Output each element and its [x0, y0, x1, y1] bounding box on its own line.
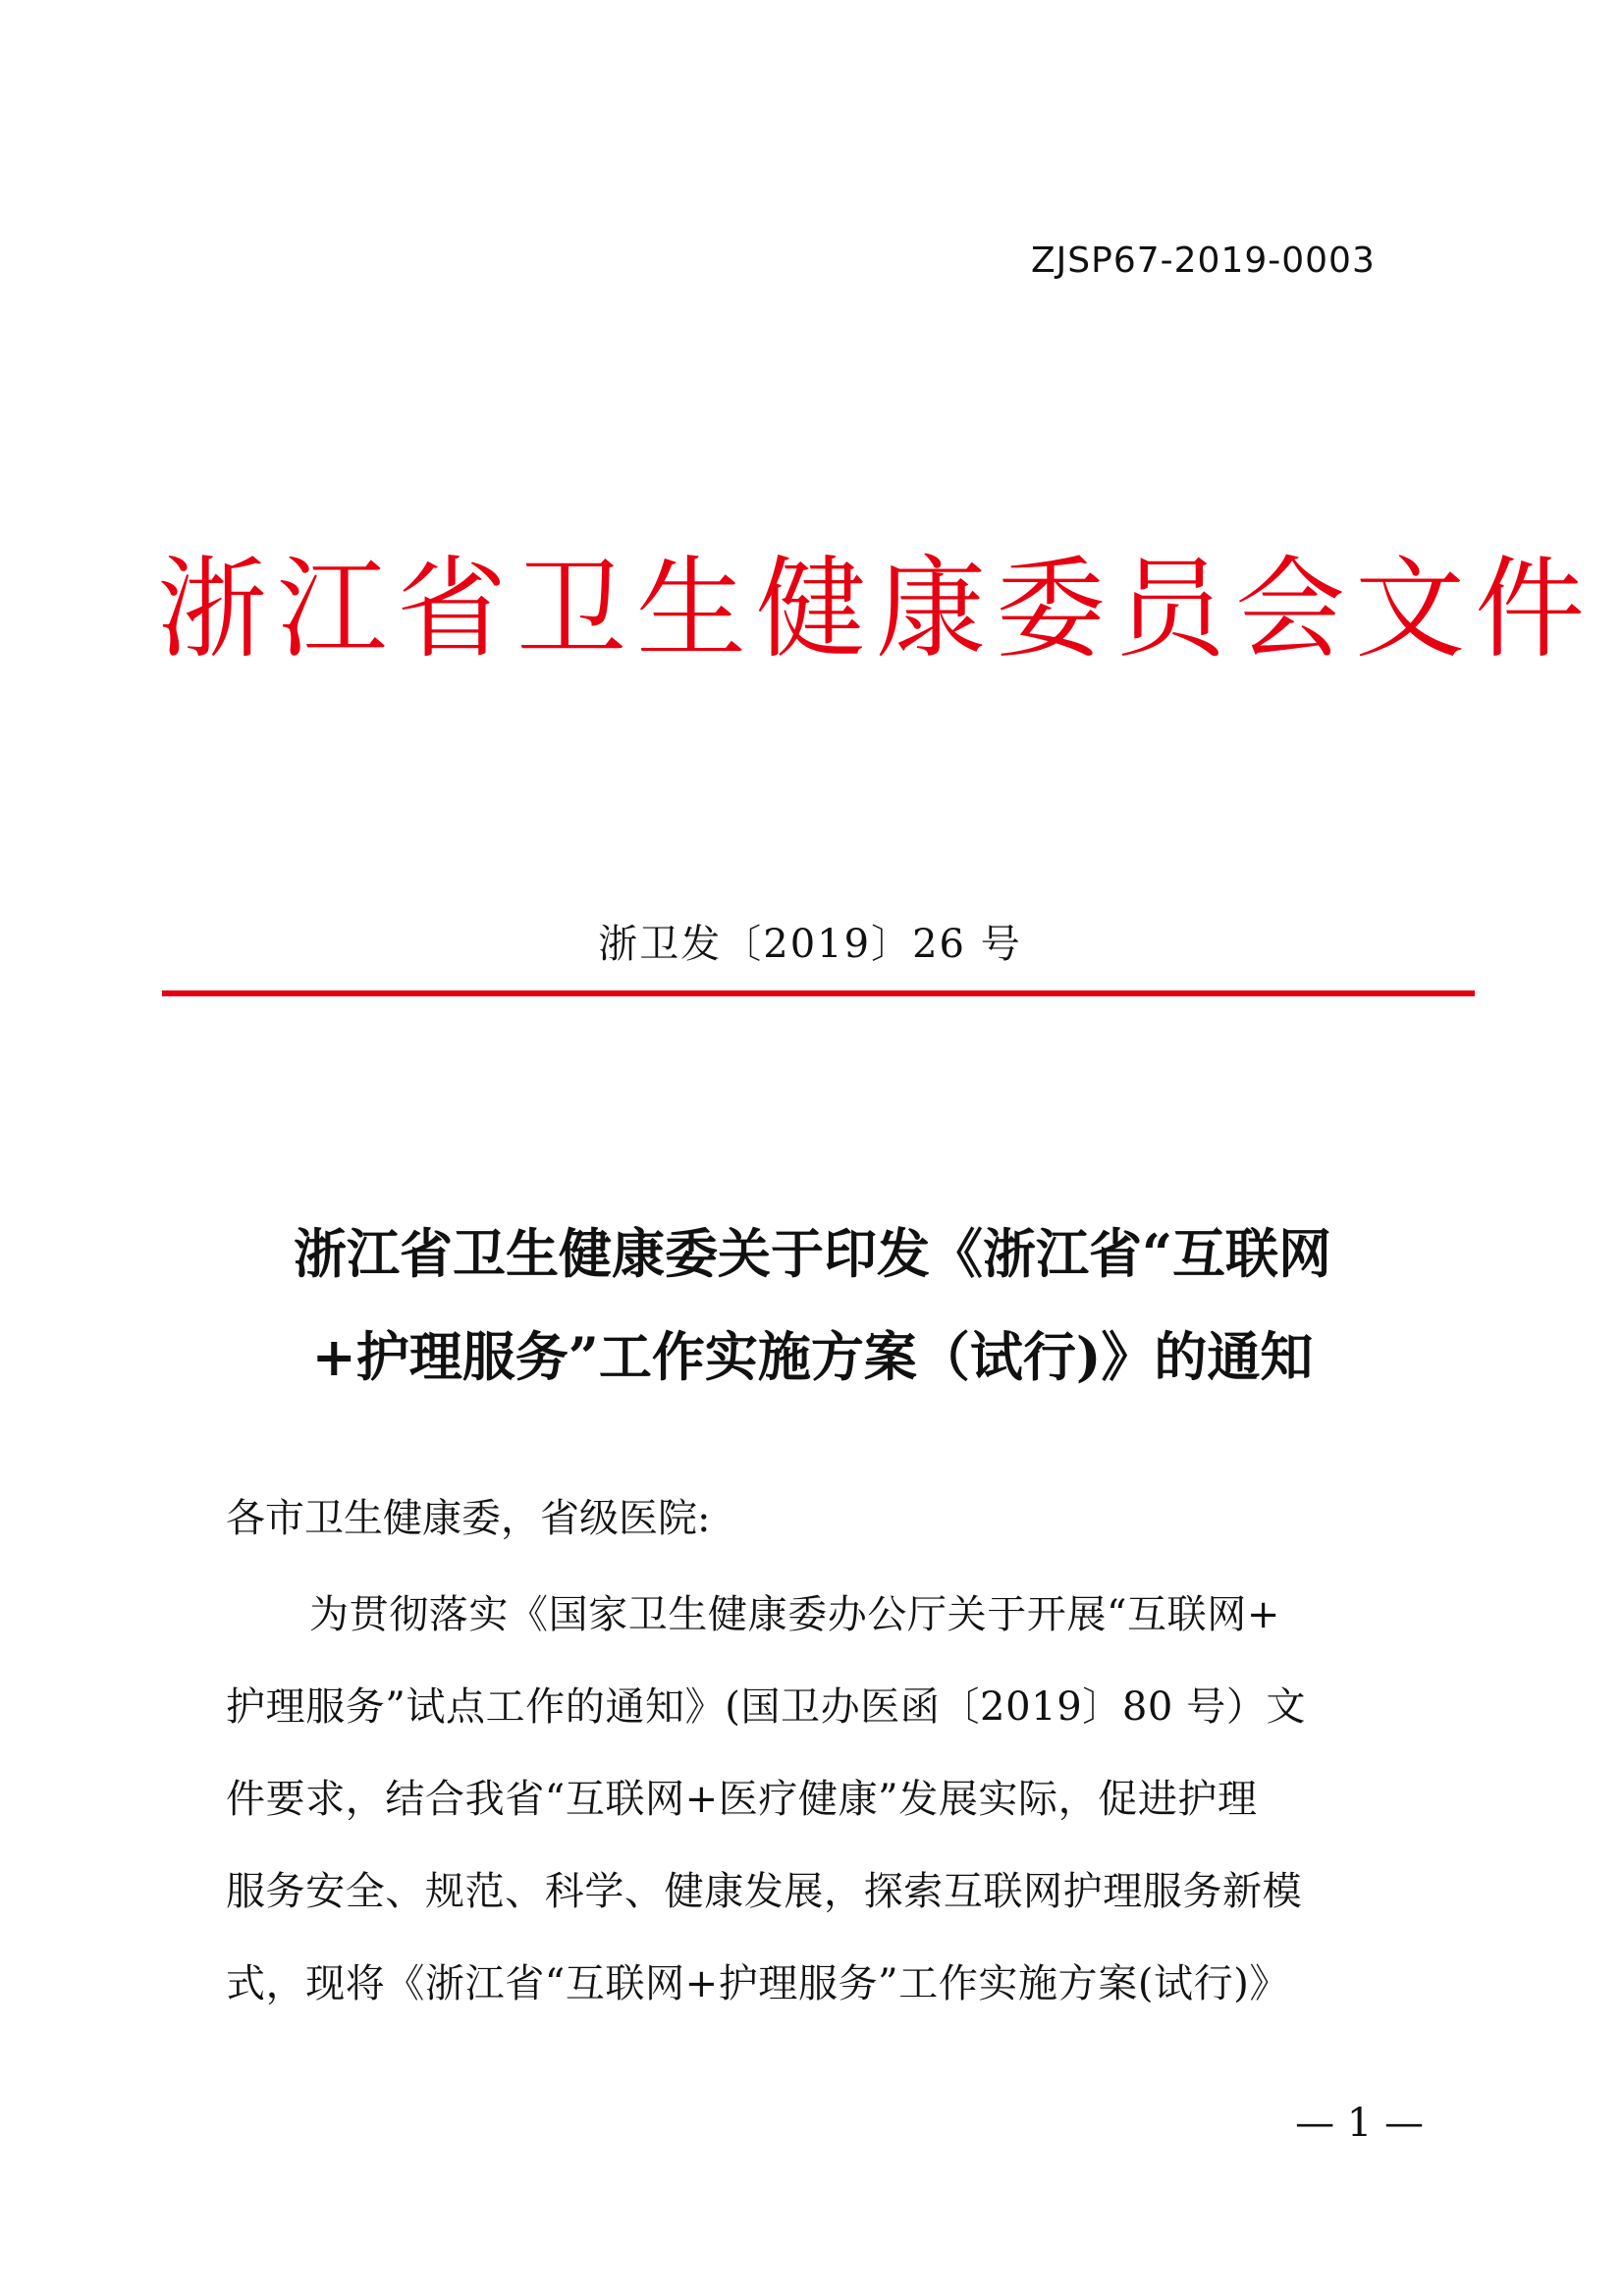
body-line: 护理服务”试点工作的通知》(国卫办医函〔2019〕80 号）文 [226, 1684, 1307, 1730]
document-number: 浙卫发〔2019〕26 号 [598, 922, 1022, 967]
document-code: ZJSP67-2019-0003 [1031, 240, 1376, 281]
notice-title-line-2: +护理服务”工作实施方案（试行)》的通知 [311, 1325, 1314, 1388]
body-line: 式，现将《浙江省“互联网+护理服务”工作实施方案(试行)》 [226, 1961, 1290, 2006]
page-number: — 1 — [1295, 2101, 1424, 2146]
body-line: 为贯彻落实《国家卫生健康委办公厅关于开展“互联网+ [309, 1592, 1280, 1637]
notice-title [177, 1202, 1448, 1409]
addressee: 各市卫生健康委，省级医院: [226, 1496, 711, 1541]
red-masthead-title: 浙江省卫生健康委员会文件 [157, 546, 1595, 673]
notice-title-line-1: 浙江省卫生健康委关于印发《浙江省“互联网 [293, 1222, 1332, 1285]
red-separator-line [162, 990, 1475, 996]
body-line: 件要求，结合我省“互联网+医疗健康”发展实际，促进护理 [226, 1777, 1258, 1822]
body-line: 服务安全、规范、科学、健康发展，探索互联网护理服务新模 [226, 1869, 1303, 1914]
